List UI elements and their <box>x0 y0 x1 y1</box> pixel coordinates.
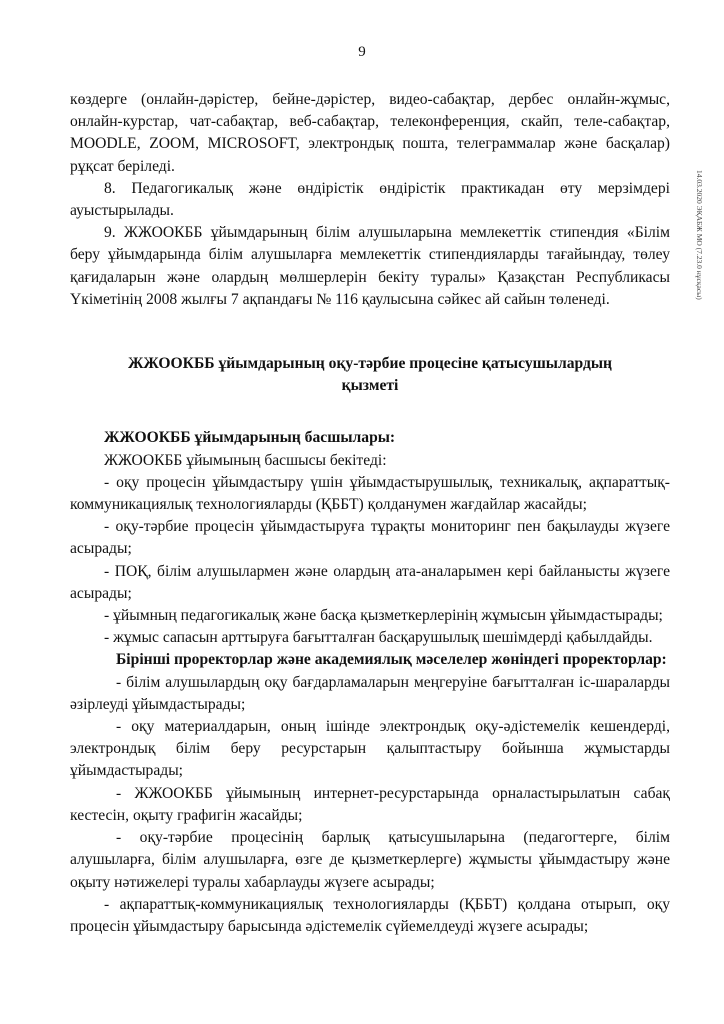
vice-item: - ЖЖООКББ ұйымының интернет-ресурстарында орналастырылатын сабақ кестесін, оқыту графигін жасайды; <box>70 784 670 824</box>
paragraph-9: 9. ЖЖООКББ ұйымдарының білім алушыларына мемлекеттік стипендия «Білім беру ұйымдарында білім алушыларға мемлекеттік стипендияларды тағайындау, төлеу қағидаларын және олардың мөлшерлерін бекіту туралы» Қазақстан Республикасы Үкіметінің 2008 жылғы 7 ақпандағы № 116 қаулысына сәйкес ай сайын төленеді. <box>70 224 670 308</box>
document-body <box>70 89 670 938</box>
vice-item: - оқу материалдарын, оның ішінде электрондық оқу-әдістемелік кешендерді, электрондық білім беру ресурстарын қалыптастыру бойынша жұмыстарды ұйымдастырады; <box>70 718 670 780</box>
heads-intro: ЖЖООКББ ұйымының басшысы бекітеді: <box>104 451 387 469</box>
heads-item: - ұйымның педагогикалық және басқа қызметкерлерінің жұмысын ұйымдастырады; <box>104 607 663 625</box>
vice-item: - білім алушылардың оқу бағдарламаларын меңгеруіне бағытталған іс-шараларды әзірлеуді ұйымдастырады; <box>70 673 670 713</box>
heads-heading: ЖЖООКББ ұйымдарының басшылары: <box>104 429 396 447</box>
heads-item: - ПОҚ, білім алушылармен және олардың ата-аналарымен кері байланысты жүзеге асырады; <box>70 562 670 602</box>
vice-rectors-heading: Бірінші проректорлар және академиялық мәселелер жөніндегі проректорлар: <box>116 651 667 669</box>
paragraph-8: 8. Педагогикалық және өндірістік өндірістік практикадан өту мерзімдері ауыстырылады. <box>70 179 670 220</box>
heads-item: - оқу-тәрбие процесін ұйымдастыруға тұрақты мониторинг пен бақылауды жүзеге асырады; <box>70 518 670 558</box>
side-stamp-text: 14.03.2020 ЭҚАБЖ МО (7.23.0 нұсқасы) <box>695 170 704 300</box>
paragraph-continuation: көздерге (онлайн-дәрістер, бейне-дәрістер, видео-сабақтар, дербес онлайн-жұмыс, онлайн-курстар, чат-сабақтар, веб-сабақтар, телеконференция, скайп, теле-сабақтар, MOODLE, ZOOM, MICROSOFT, электрондық пошта, телеграммалар және басқалар) рұқсат беріледі. <box>70 91 670 175</box>
heads-item: - жұмыс сапасын арттыруға бағытталған басқарушылық шешімдерді қабылдайды. <box>104 629 653 647</box>
side-stamp <box>695 170 708 300</box>
section-title: ЖЖООКББ ұйымдарының оқу-тәрбие процесіне қатысушылардың қызметі <box>127 355 613 395</box>
vice-item: - оқу-тәрбие процесінің барлық қатысушыларына (педагогтерге, білім алушыларға, білім алушыларға, өзге де қызметкерлерге) жұмысты ұйымдастыру және оқыту нәтижелері туралы хабарлауды жүзеге асырады; <box>70 829 670 891</box>
heads-item: - оқу процесін ұйымдастыру үшін ұйымдастырушылық, техникалық, ақпараттық-коммуникациялық технологияларды (ҚББТ) қолданумен жағдайлар жасайды; <box>70 473 670 514</box>
vice-item: - ақпараттық-коммуникациялық технологияларды (ҚББТ) қолдана отырып, оқу процесін ұйымдастыру барысында әдістемелік сүйемелдеуді жүзеге асырады; <box>70 895 670 935</box>
page-number: 9 <box>358 44 366 60</box>
